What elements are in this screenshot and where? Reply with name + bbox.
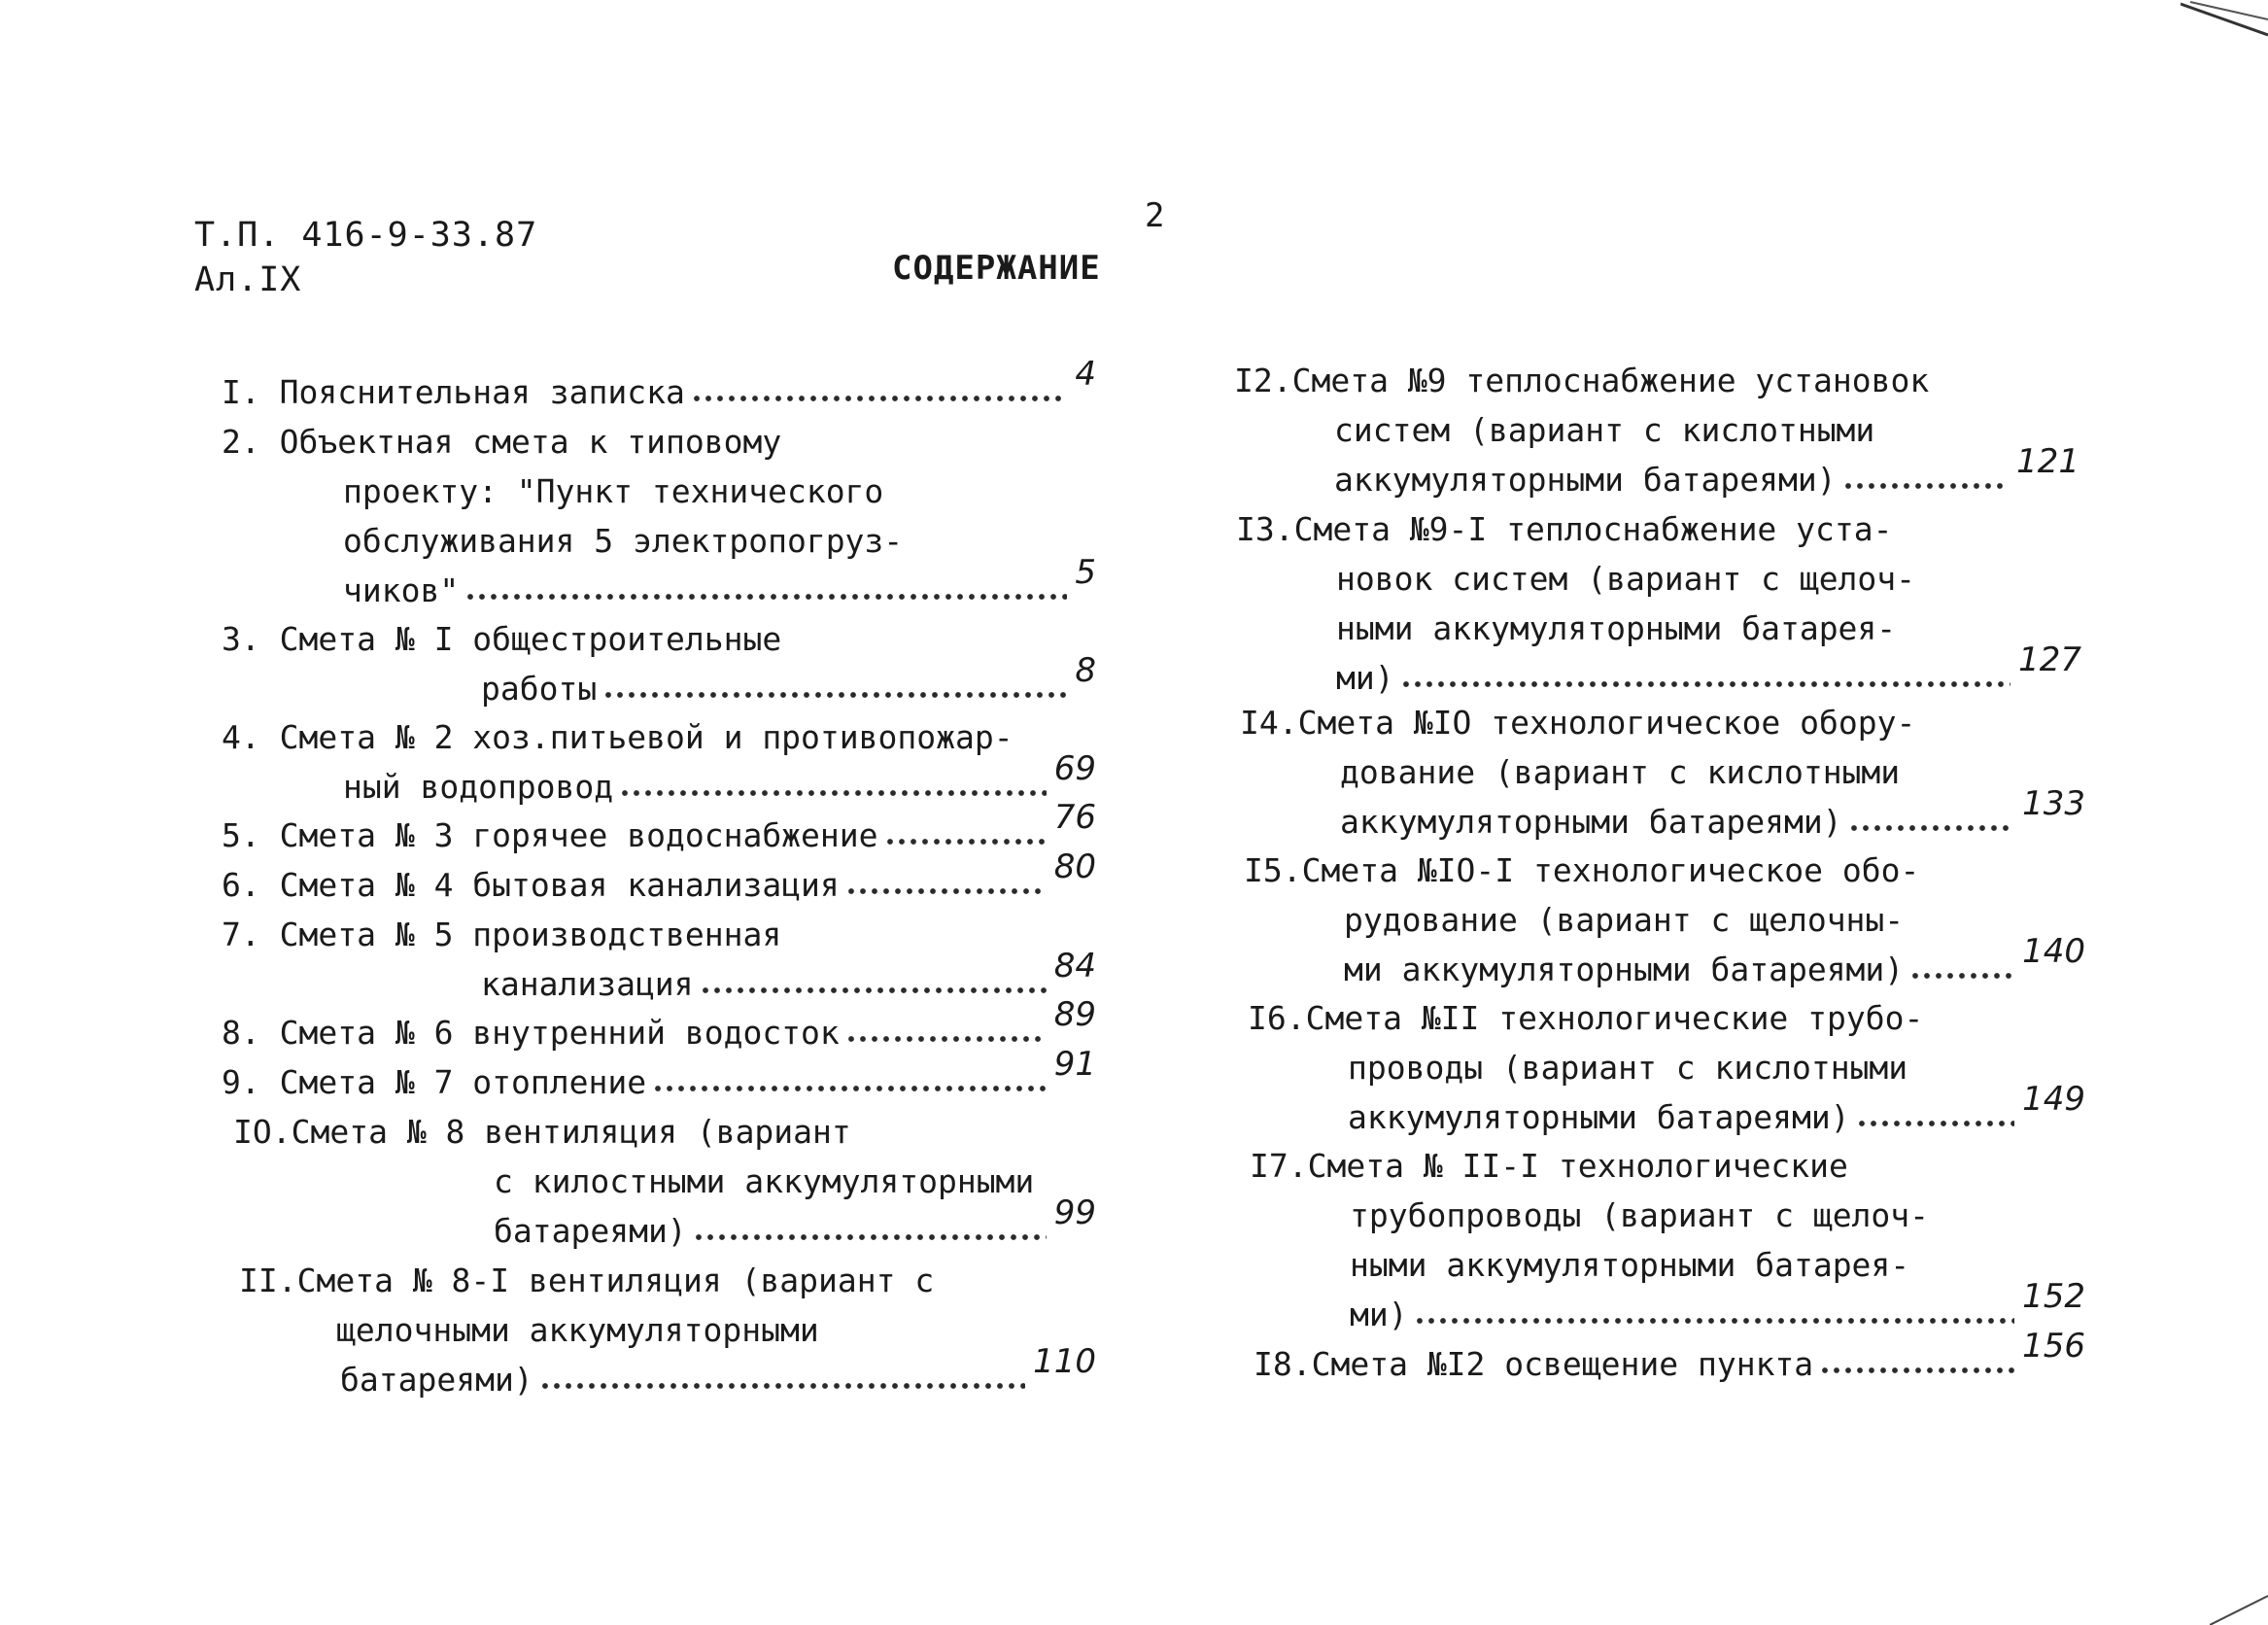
toc-entry-text: ный водопровод	[343, 768, 614, 806]
toc-entry-text: Объектная смета к типовому	[279, 423, 782, 461]
leader-dots	[1414, 1315, 2014, 1327]
toc-entry-text: аккумуляторными батареями)	[1348, 1098, 1850, 1136]
leader-dots	[693, 1231, 1047, 1243]
toc-entry-number: I5.	[1244, 851, 1302, 889]
toc-entry-text: новок систем (вариант с щелоч-	[1336, 560, 1916, 598]
toc-entry-text: канализация	[481, 965, 694, 1003]
toc-entry-7	[222, 910, 1096, 1009]
toc-entry-text: Смета №II технологические трубо-	[1305, 999, 1924, 1037]
leader-dots	[1848, 822, 2015, 834]
leader-dots	[1909, 970, 2014, 982]
toc-page-number: 110	[1033, 1342, 1096, 1381]
toc-page-number: 4	[1075, 355, 1096, 394]
toc-entry-number: 9.	[222, 1063, 260, 1101]
toc-entry-number: I6.	[1248, 999, 1306, 1037]
toc-entry-text: обслуживания 5 электропогруз-	[343, 522, 904, 560]
toc-entry-6	[222, 847, 1096, 910]
toc-entry-text: ными аккумуляторными батарея-	[1350, 1246, 1910, 1284]
toc-entry-2	[222, 417, 1096, 615]
toc-page-number: 69	[1053, 749, 1096, 788]
toc-entry-text: батареями)	[340, 1361, 533, 1399]
toc-entry-1	[222, 355, 1096, 417]
toc-entry-text: Смета №9-I теплоснабжение уста-	[1293, 510, 1893, 548]
toc-entry-text: Смета № 7 отопление	[279, 1063, 647, 1101]
toc-entry-4	[222, 712, 1096, 812]
toc-page-number: 8	[1075, 651, 1096, 690]
toc-entry-18	[1254, 1327, 2085, 1389]
toc-entry-text: ми)	[1336, 659, 1394, 697]
toc-page-number: 89	[1053, 995, 1096, 1034]
leader-dots	[1400, 678, 2010, 690]
toc-page-number: 76	[1053, 798, 1096, 837]
toc-entry-number: IO.	[233, 1113, 292, 1151]
toc-page-number: 140	[2022, 932, 2085, 971]
toc-entry-text: трубопроводы (вариант с щелоч-	[1350, 1196, 1930, 1234]
toc-entry-number: II.	[239, 1262, 297, 1299]
leader-dots	[652, 1083, 1047, 1094]
toc-entry-13	[1236, 504, 2081, 703]
toc-entry-number: I2.	[1234, 362, 1292, 399]
toc-entry-text: аккумуляторными батареями)	[1340, 803, 1842, 841]
project-code: Т.П. 416-9-33.87	[194, 216, 538, 255]
leader-dots	[700, 985, 1047, 996]
toc-entry-text: Смета № I общестроительные	[279, 620, 782, 658]
toc-entry-text: работы	[481, 670, 598, 708]
leader-dots	[845, 885, 1047, 897]
toc-entry-text: ми аккумуляторными батареями)	[1344, 951, 1905, 988]
toc-entry-text: щелочными аккумуляторными	[336, 1311, 819, 1349]
toc-entry-number: 4.	[222, 718, 260, 756]
toc-entry-text: дование (вариант с кислотными	[1340, 753, 1901, 791]
toc-entry-number: 3.	[222, 620, 260, 658]
toc-entry-10	[233, 1107, 1096, 1256]
toc-entry-text: Смета №IO-I технологическое обо-	[1301, 851, 1920, 889]
toc-entry-number: I8.	[1254, 1345, 1312, 1383]
toc-entry-text: Пояснительная записка	[279, 373, 685, 411]
page-number: 2	[1145, 196, 1165, 235]
toc-page-number: 149	[2022, 1080, 2085, 1119]
leader-dots	[1819, 1365, 2014, 1376]
leader-dots	[602, 689, 1067, 701]
toc-entry-number: 8.	[222, 1014, 260, 1052]
toc-entry-14	[1240, 698, 2085, 847]
leader-dots	[1856, 1118, 2015, 1129]
toc-entry-5	[222, 798, 1096, 860]
leader-dots	[619, 787, 1047, 799]
toc-entry-text: Смета № II-I технологические	[1307, 1147, 1848, 1185]
toc-entry-text: систем (вариант с кислотными	[1334, 411, 1875, 449]
toc-entry-text: проекту: "Пункт технического	[343, 472, 884, 510]
toc-page-number: 80	[1053, 847, 1096, 886]
toc-entry-text: Смета № 5 производственная	[279, 916, 782, 953]
leader-dots	[884, 836, 1047, 847]
toc-entry-16	[1248, 993, 2085, 1142]
leader-dots	[1842, 480, 2010, 492]
page-title: СОДЕРЖАНИЕ	[892, 249, 1101, 288]
leader-dots	[691, 393, 1068, 404]
toc-page-number: 99	[1053, 1193, 1096, 1232]
toc-entry-text: ми)	[1350, 1296, 1408, 1333]
toc-entry-text: Смета №9 теплоснабжение установок	[1291, 362, 1930, 399]
toc-entry-3	[222, 614, 1096, 713]
toc-entry-number: I3.	[1236, 510, 1294, 548]
toc-page-number: 91	[1053, 1045, 1096, 1084]
album-number: Ал.IX	[194, 260, 302, 299]
toc-entry-text: Смета №IO технологическое обору-	[1297, 704, 1916, 742]
scan-edge-mark-icon	[2181, 0, 2268, 39]
toc-page-number: 133	[2022, 784, 2085, 823]
leader-dots	[845, 1033, 1047, 1045]
toc-entry-text: ными аккумуляторными батарея-	[1336, 609, 1897, 647]
toc-entry-15	[1244, 846, 2085, 994]
toc-entry-text: Смета № 4 бытовая канализация	[279, 866, 840, 904]
toc-page-number: 84	[1053, 947, 1096, 985]
toc-entry-number: I7.	[1250, 1147, 1308, 1185]
toc-entry-11	[239, 1256, 1096, 1404]
toc-entry-text: чиков"	[343, 571, 460, 609]
toc-entry-number: 6.	[222, 866, 260, 904]
toc-entry-17	[1250, 1141, 2085, 1339]
toc-entry-number: 2.	[222, 423, 260, 461]
toc-entry-text: батареями)	[494, 1212, 687, 1250]
toc-entry-text: Смета № 3 горячее водоснабжение	[279, 816, 878, 854]
leader-dots	[464, 591, 1067, 603]
toc-entry-number: I.	[222, 373, 260, 411]
toc-entry-text: аккумуляторными батареями)	[1334, 461, 1837, 499]
scan-corner-mark-icon	[2210, 1586, 2268, 1625]
toc-page-number: 121	[2016, 442, 2079, 481]
toc-entry-text: Смета № 6 внутренний водосток	[279, 1014, 840, 1052]
toc-entry-text: Смета №I2 освещение пункта	[1311, 1345, 1814, 1383]
toc-entry-8	[222, 995, 1096, 1057]
toc-entry-text: Смета № 8-I вентиляция (вариант с	[296, 1262, 935, 1299]
toc-entry-number: I4.	[1240, 704, 1298, 742]
toc-entry-text: Смета № 8 вентиляция (вариант	[291, 1113, 851, 1151]
toc-entry-text: с килостными аккумуляторными	[494, 1162, 1035, 1200]
toc-entry-number: 7.	[222, 916, 260, 953]
toc-entry-12	[1234, 356, 2079, 504]
toc-entry-text: Смета № 2 хоз.питьевой и противопожар-	[279, 718, 1014, 756]
leader-dots	[539, 1380, 1025, 1392]
toc-page-number: 156	[2022, 1327, 2085, 1366]
toc-entry-number: 5.	[222, 816, 260, 854]
toc-entry-9	[222, 1045, 1096, 1107]
toc-page-number: 5	[1075, 553, 1096, 592]
toc-page-number: 152	[2022, 1277, 2085, 1316]
toc-page-number: 127	[2018, 640, 2081, 679]
toc-entry-text: рудование (вариант с щелочны-	[1344, 901, 1905, 939]
toc-entry-text: проводы (вариант с кислотными	[1348, 1049, 1908, 1087]
